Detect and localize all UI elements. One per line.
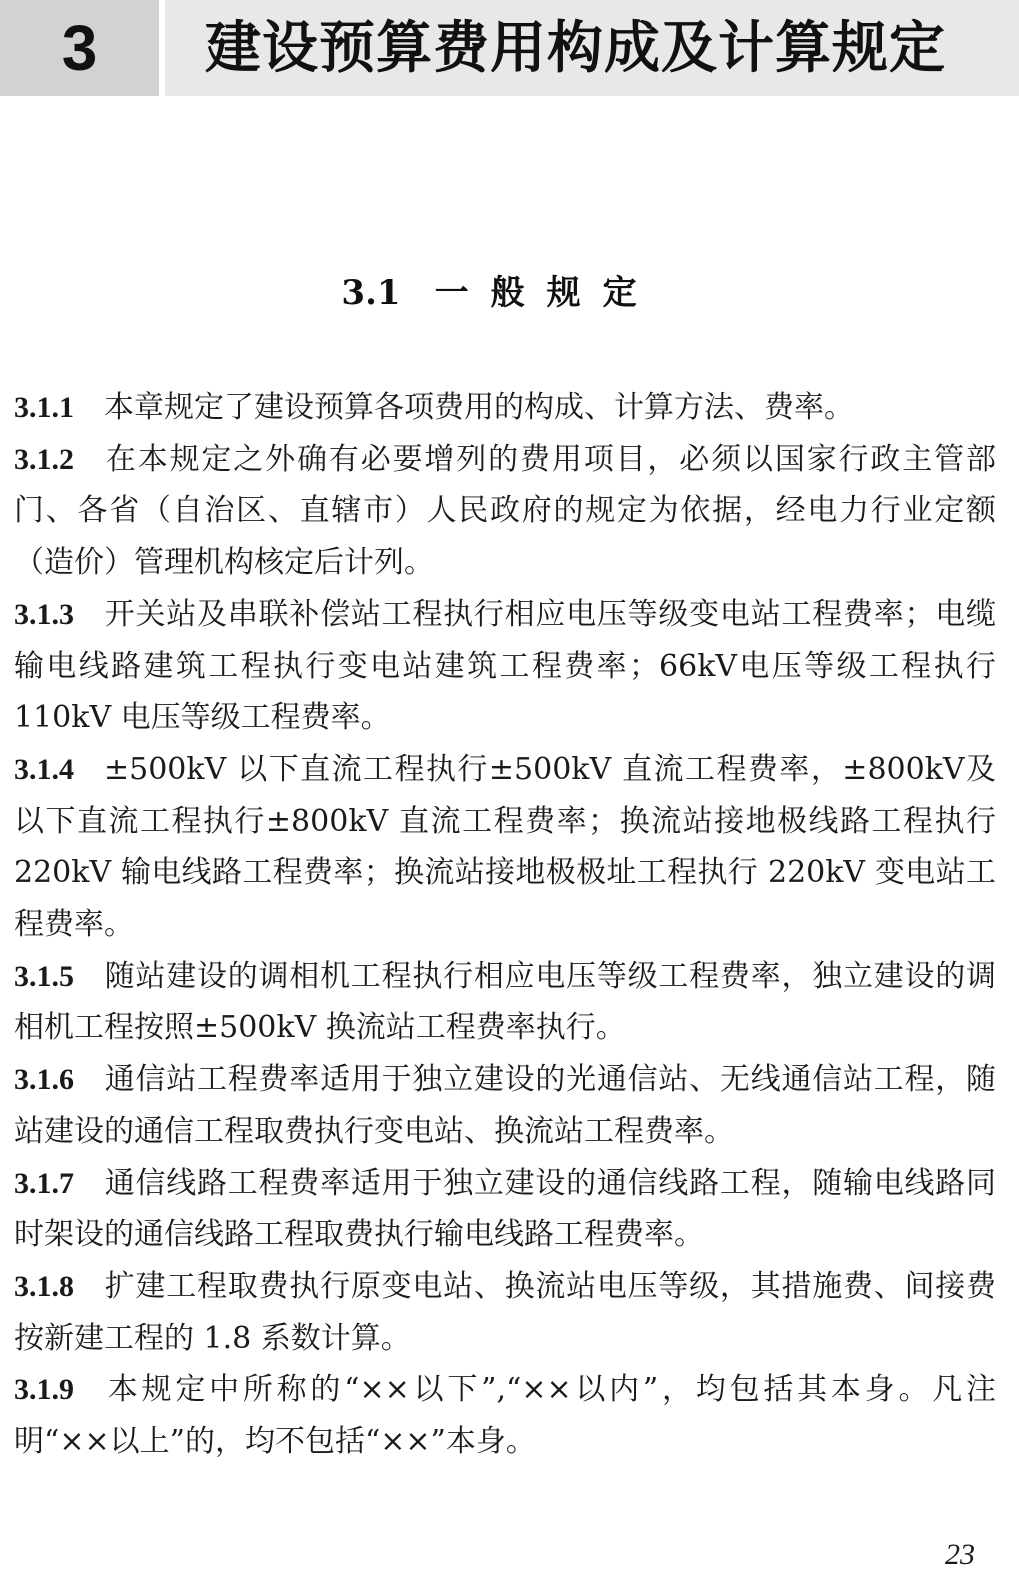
clause-number: 3.1.5 bbox=[14, 959, 74, 993]
clause-number: 3.1.6 bbox=[14, 1063, 74, 1097]
clause-text: 通信站工程费率适用于独立建设的光通信站、无线通信站工程，随站建设的通信工程取费执行变电站、换流站工程费率。 bbox=[14, 1062, 996, 1149]
clause-number: 3.1.2 bbox=[14, 442, 74, 476]
clause-3-1-6 bbox=[14, 1054, 996, 1157]
clause-number: 3.1.7 bbox=[14, 1166, 74, 1200]
chapter-number-box bbox=[0, 0, 165, 96]
clause-number: 3.1.4 bbox=[14, 752, 74, 786]
clause-3-1-8 bbox=[14, 1261, 996, 1364]
clause-text: ±500kV 以下直流工程执行±500kV 直流工程费率，±800kV及以下直流工程执行±800kV 直流工程费率；换流站接地极线路工程执行 220kV 输电线路工程费率；换流站接地极极址工程执行 220kV 变电站工程费率。 bbox=[14, 751, 996, 943]
clause-text: 在本规定之外确有必要增列的费用项目，必须以国家行政主管部门、各省（自治区、直辖市）人民政府的规定为依据，经电力行业定额（造价）管理机构核定后计列。 bbox=[14, 441, 996, 581]
clause-text: 扩建工程取费执行原变电站、换流站电压等级，其措施费、间接费按新建工程的 1.8 系数计算。 bbox=[14, 1268, 996, 1356]
clause-text: 开关站及串联补偿站工程执行相应电压等级变电站工程费率；电缆输电线路建筑工程执行变电站建筑工程费率；66kV电压等级工程执行 110kV 电压等级工程费率。 bbox=[14, 596, 996, 736]
clause-3-1-9 bbox=[14, 1364, 996, 1467]
clause-number: 3.1.8 bbox=[14, 1269, 74, 1303]
clause-3-1-1 bbox=[14, 382, 996, 434]
clause-text: 本章规定了建设预算各项费用的构成、计算方法、费率。 bbox=[104, 390, 854, 425]
clause-3-1-3 bbox=[14, 589, 996, 744]
clause-3-1-4 bbox=[14, 744, 996, 951]
chapter-number: 3 bbox=[61, 12, 98, 84]
clause-number: 3.1.3 bbox=[14, 597, 74, 631]
clause-number: 3.1.1 bbox=[14, 391, 74, 424]
clause-3-1-2 bbox=[14, 434, 996, 589]
section-number: 3.1 bbox=[341, 273, 401, 313]
clause-list bbox=[14, 382, 996, 1468]
clause-text: 通信线路工程费率适用于独立建设的通信线路工程，随输电线路同时架设的通信线路工程取费执行输电线路工程费率。 bbox=[14, 1165, 996, 1253]
clause-3-1-5 bbox=[14, 951, 996, 1054]
clause-3-1-7 bbox=[14, 1158, 996, 1261]
section-heading bbox=[0, 268, 1000, 318]
chapter-header bbox=[0, 0, 1019, 96]
clause-number: 3.1.9 bbox=[14, 1373, 74, 1407]
page-number: 23 bbox=[945, 1538, 975, 1571]
chapter-title: 建设预算费用构成及计算规定 bbox=[205, 15, 946, 81]
clause-text: 随站建设的调相机工程执行相应电压等级工程费率，独立建设的调相机工程按照±500kV 换流站工程费率执行。 bbox=[14, 958, 996, 1046]
section-title: 一般规定 bbox=[434, 273, 659, 313]
clause-text: 本规定中所称的“××以下”,“××以内”，均包括其本身。凡注明“××以上”的，均不包括“××”本身。 bbox=[14, 1372, 996, 1460]
